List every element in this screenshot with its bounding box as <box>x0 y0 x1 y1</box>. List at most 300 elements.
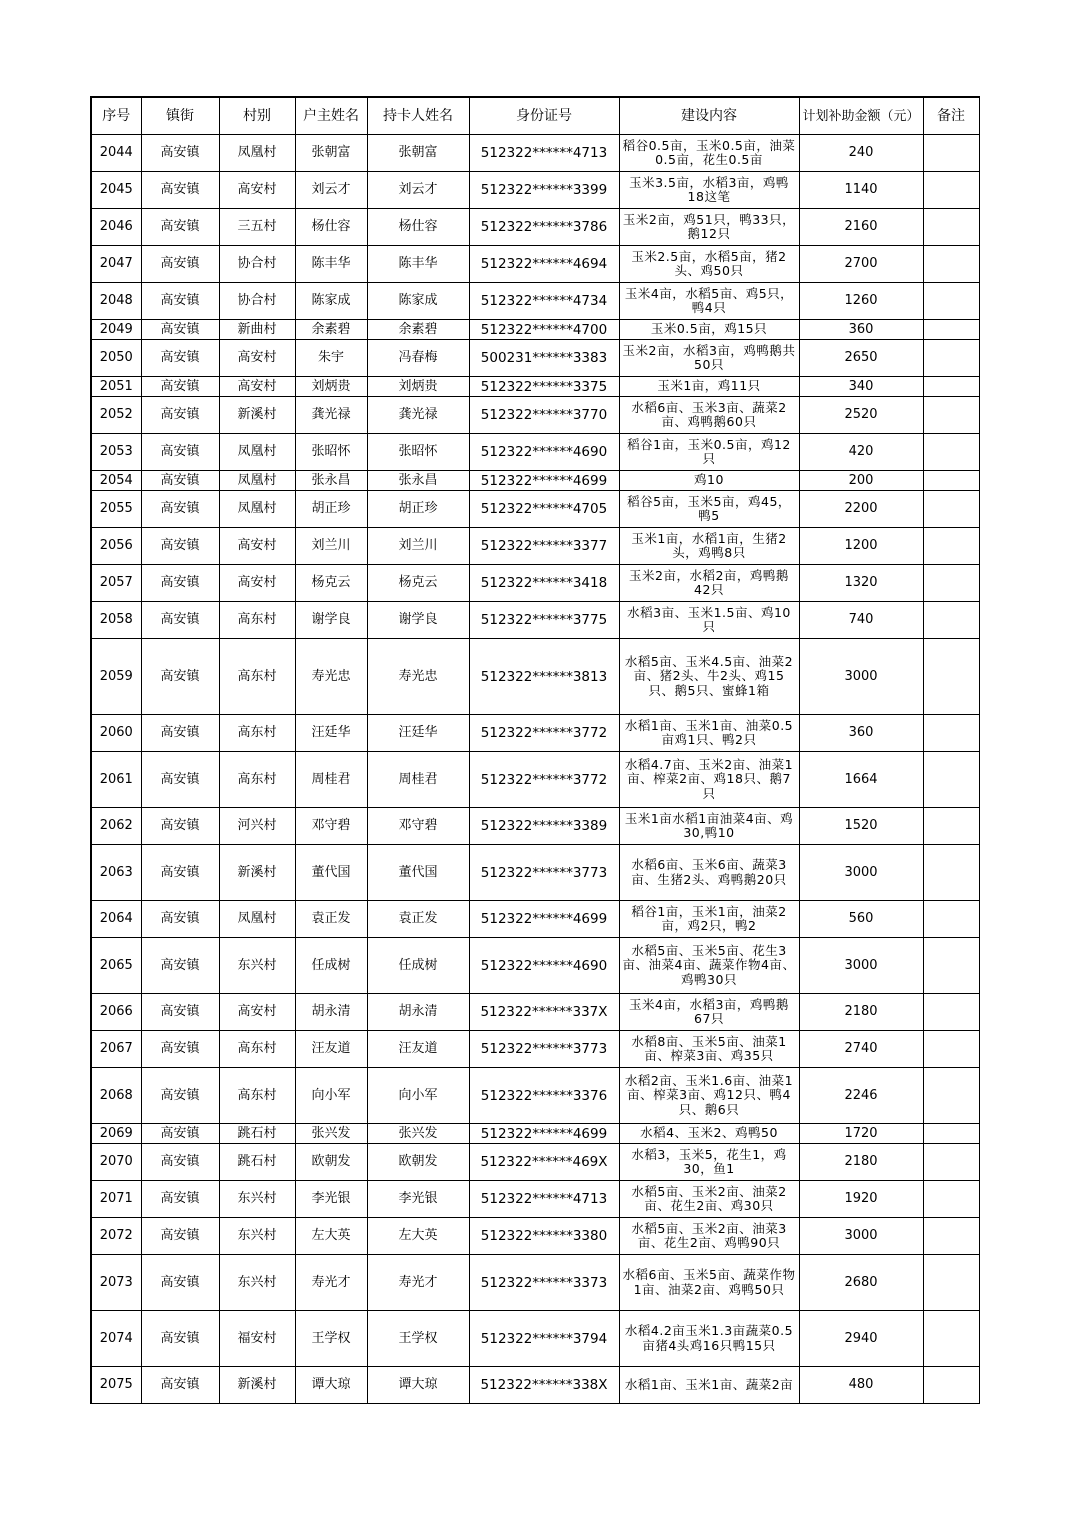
cell-amount: 1320 <box>799 565 923 602</box>
cell-head: 董代国 <box>295 845 367 901</box>
table-row <box>91 491 979 528</box>
cell-content: 玉米2.5亩，水稻5亩，猪2头、鸡50只 <box>619 246 799 283</box>
cell-amount: 2180 <box>799 994 923 1031</box>
cell-town: 高安镇 <box>141 172 219 209</box>
table-row <box>91 602 979 639</box>
cell-head: 寿光才 <box>295 1255 367 1311</box>
cell-holder: 杨克云 <box>367 565 469 602</box>
cell-content: 水稻8亩、玉米5亩、油菜1亩、榨菜3亩、鸡35只 <box>619 1031 799 1068</box>
cell-content: 鸡10 <box>619 471 799 491</box>
cell-village: 河兴村 <box>219 808 295 845</box>
cell-head: 邓守碧 <box>295 808 367 845</box>
cell-no: 2070 <box>91 1144 141 1181</box>
cell-head: 张昭怀 <box>295 434 367 471</box>
cell-no: 2044 <box>91 135 141 172</box>
cell-village: 高东村 <box>219 752 295 808</box>
cell-village: 高东村 <box>219 1031 295 1068</box>
cell-no: 2058 <box>91 602 141 639</box>
cell-no: 2057 <box>91 565 141 602</box>
cell-village: 凤凰村 <box>219 901 295 938</box>
cell-content: 水稻2亩、玉米1.6亩、油菜1亩、榨菜3亩、鸡12只、鸭4只、鹅6只 <box>619 1068 799 1124</box>
cell-town: 高安镇 <box>141 938 219 994</box>
cell-amount: 240 <box>799 135 923 172</box>
cell-amount: 2180 <box>799 1144 923 1181</box>
cell-holder: 余素碧 <box>367 320 469 340</box>
cell-town: 高安镇 <box>141 994 219 1031</box>
cell-village: 高东村 <box>219 639 295 715</box>
subsidy-table <box>90 96 980 1404</box>
header-row <box>91 97 979 135</box>
cell-village: 新曲村 <box>219 320 295 340</box>
cell-content: 水稻5亩、玉米2亩、油菜2亩、花生2亩、鸡30只 <box>619 1181 799 1218</box>
cell-village: 跳石村 <box>219 1124 295 1144</box>
cell-village: 东兴村 <box>219 1181 295 1218</box>
cell-village: 新溪村 <box>219 845 295 901</box>
table-row <box>91 565 979 602</box>
cell-head: 杨克云 <box>295 565 367 602</box>
cell-no: 2063 <box>91 845 141 901</box>
cell-head: 汪廷华 <box>295 715 367 752</box>
cell-amount: 2680 <box>799 1255 923 1311</box>
cell-note <box>923 320 979 340</box>
cell-no: 2047 <box>91 246 141 283</box>
cell-no: 2045 <box>91 172 141 209</box>
header-cell-content: 建设内容 <box>619 97 799 135</box>
table-row <box>91 1068 979 1124</box>
cell-head: 任成树 <box>295 938 367 994</box>
cell-id: 512322******3773 <box>469 1031 619 1068</box>
cell-note <box>923 471 979 491</box>
cell-no: 2071 <box>91 1181 141 1218</box>
cell-holder: 寿光才 <box>367 1255 469 1311</box>
cell-content: 水稻5亩、玉米2亩、油菜3亩、花生2亩、鸡鸭90只 <box>619 1218 799 1255</box>
cell-no: 2050 <box>91 340 141 377</box>
cell-no: 2052 <box>91 397 141 434</box>
cell-head: 陈家成 <box>295 283 367 320</box>
cell-no: 2073 <box>91 1255 141 1311</box>
cell-id: 512322******4690 <box>469 938 619 994</box>
cell-holder: 任成树 <box>367 938 469 994</box>
cell-holder: 张永昌 <box>367 471 469 491</box>
cell-amount: 2200 <box>799 491 923 528</box>
cell-town: 高安镇 <box>141 1144 219 1181</box>
cell-amount: 1720 <box>799 1124 923 1144</box>
cell-id: 512322******4713 <box>469 135 619 172</box>
cell-id: 512322******337X <box>469 994 619 1031</box>
cell-no: 2074 <box>91 1311 141 1367</box>
cell-note <box>923 283 979 320</box>
cell-holder: 王学权 <box>367 1311 469 1367</box>
cell-content: 玉米1亩，鸡11只 <box>619 377 799 397</box>
cell-note <box>923 397 979 434</box>
table-row <box>91 1181 979 1218</box>
cell-village: 凤凰村 <box>219 135 295 172</box>
cell-no: 2059 <box>91 639 141 715</box>
table-row <box>91 1311 979 1367</box>
cell-content: 玉米2亩，水稻2亩，鸡鸭鹅42只 <box>619 565 799 602</box>
cell-town: 高安镇 <box>141 135 219 172</box>
cell-id: 512322******4713 <box>469 1181 619 1218</box>
cell-note <box>923 434 979 471</box>
cell-town: 高安镇 <box>141 209 219 246</box>
cell-id: 512322******4705 <box>469 491 619 528</box>
cell-note <box>923 209 979 246</box>
cell-note <box>923 340 979 377</box>
cell-village: 高安村 <box>219 565 295 602</box>
cell-village: 新溪村 <box>219 1367 295 1404</box>
table-row <box>91 845 979 901</box>
header-cell-note: 备注 <box>923 97 979 135</box>
cell-id: 512322******4694 <box>469 246 619 283</box>
cell-amount: 3000 <box>799 938 923 994</box>
cell-amount: 3000 <box>799 1218 923 1255</box>
cell-id: 512322******4700 <box>469 320 619 340</box>
header-cell-id: 身份证号 <box>469 97 619 135</box>
cell-no: 2062 <box>91 808 141 845</box>
cell-holder: 汪廷华 <box>367 715 469 752</box>
cell-head: 张朝富 <box>295 135 367 172</box>
table-row <box>91 434 979 471</box>
table-row <box>91 377 979 397</box>
cell-head: 谭大琼 <box>295 1367 367 1404</box>
table-row <box>91 397 979 434</box>
cell-village: 东兴村 <box>219 1218 295 1255</box>
cell-village: 高安村 <box>219 377 295 397</box>
cell-id: 500231******3383 <box>469 340 619 377</box>
cell-note <box>923 528 979 565</box>
cell-no: 2055 <box>91 491 141 528</box>
cell-no: 2048 <box>91 283 141 320</box>
table-row <box>91 172 979 209</box>
table-row <box>91 135 979 172</box>
table-row <box>91 1124 979 1144</box>
cell-no: 2061 <box>91 752 141 808</box>
cell-town: 高安镇 <box>141 397 219 434</box>
cell-content: 玉米0.5亩，鸡15只 <box>619 320 799 340</box>
cell-note <box>923 1068 979 1124</box>
cell-town: 高安镇 <box>141 565 219 602</box>
cell-content: 玉米3.5亩，水稻3亩，鸡鸭18这笔 <box>619 172 799 209</box>
table-row <box>91 320 979 340</box>
cell-note <box>923 1255 979 1311</box>
cell-holder: 谭大琼 <box>367 1367 469 1404</box>
cell-content: 玉米4亩，水稻5亩、鸡5只，鸭4只 <box>619 283 799 320</box>
cell-amount: 1664 <box>799 752 923 808</box>
cell-village: 新溪村 <box>219 397 295 434</box>
cell-content: 玉米4亩，水稻3亩，鸡鸭鹅67只 <box>619 994 799 1031</box>
cell-town: 高安镇 <box>141 1255 219 1311</box>
cell-amount: 1200 <box>799 528 923 565</box>
cell-amount: 2246 <box>799 1068 923 1124</box>
cell-no: 2060 <box>91 715 141 752</box>
cell-id: 512322******469X <box>469 1144 619 1181</box>
table-row <box>91 1031 979 1068</box>
cell-content: 水稻3亩、玉米1.5亩、鸡10只 <box>619 602 799 639</box>
cell-content: 水稻4.2亩玉米1.3亩蔬菜0.5亩猪4头鸡16只鸭15只 <box>619 1311 799 1367</box>
cell-village: 高安村 <box>219 340 295 377</box>
cell-town: 高安镇 <box>141 808 219 845</box>
cell-town: 高安镇 <box>141 715 219 752</box>
cell-head: 汪友道 <box>295 1031 367 1068</box>
cell-holder: 龚光禄 <box>367 397 469 434</box>
cell-content: 水稻6亩、玉米3亩、蔬菜2亩、鸡鸭鹅60只 <box>619 397 799 434</box>
cell-head: 胡永清 <box>295 994 367 1031</box>
cell-holder: 张兴发 <box>367 1124 469 1144</box>
cell-amount: 200 <box>799 471 923 491</box>
cell-content: 稻谷0.5亩，玉米0.5亩，油菜0.5亩，花生0.5亩 <box>619 135 799 172</box>
cell-head: 陈丰华 <box>295 246 367 283</box>
cell-id: 512322******4734 <box>469 283 619 320</box>
cell-town: 高安镇 <box>141 377 219 397</box>
cell-head: 周桂君 <box>295 752 367 808</box>
cell-content: 水稻6亩、玉米6亩、蔬菜3亩、生猪2头、鸡鸭鹅20只 <box>619 845 799 901</box>
cell-no: 2056 <box>91 528 141 565</box>
cell-note <box>923 752 979 808</box>
table-row <box>91 1255 979 1311</box>
cell-note <box>923 377 979 397</box>
cell-head: 谢学良 <box>295 602 367 639</box>
cell-amount: 2700 <box>799 246 923 283</box>
cell-content: 水稻5亩、玉米5亩、花生3亩、油菜4亩、蔬菜作物4亩、鸡鸭30只 <box>619 938 799 994</box>
cell-id: 512322******3786 <box>469 209 619 246</box>
cell-note <box>923 172 979 209</box>
cell-town: 高安镇 <box>141 1031 219 1068</box>
cell-head: 欧朝发 <box>295 1144 367 1181</box>
cell-holder: 邓守碧 <box>367 808 469 845</box>
cell-no: 2051 <box>91 377 141 397</box>
cell-head: 胡正珍 <box>295 491 367 528</box>
cell-village: 凤凰村 <box>219 471 295 491</box>
cell-head: 余素碧 <box>295 320 367 340</box>
cell-note <box>923 135 979 172</box>
cell-holder: 张朝富 <box>367 135 469 172</box>
cell-head: 刘兰川 <box>295 528 367 565</box>
cell-head: 寿光忠 <box>295 639 367 715</box>
cell-holder: 汪友道 <box>367 1031 469 1068</box>
cell-holder: 胡永清 <box>367 994 469 1031</box>
cell-note <box>923 1031 979 1068</box>
cell-id: 512322******3813 <box>469 639 619 715</box>
header-cell-no: 序号 <box>91 97 141 135</box>
cell-holder: 刘兰川 <box>367 528 469 565</box>
cell-note <box>923 246 979 283</box>
cell-id: 512322******4699 <box>469 1124 619 1144</box>
cell-content: 玉米1亩水稻1亩油菜4亩、鸡30,鸭10 <box>619 808 799 845</box>
cell-content: 水稻4、玉米2、鸡鸭50 <box>619 1124 799 1144</box>
cell-no: 2049 <box>91 320 141 340</box>
cell-content: 稻谷5亩，玉米5亩，鸡45，鸭5 <box>619 491 799 528</box>
cell-note <box>923 1124 979 1144</box>
cell-content: 稻谷1亩，玉米1亩，油菜2亩，鸡2只，鸭2 <box>619 901 799 938</box>
cell-village: 凤凰村 <box>219 491 295 528</box>
cell-holder: 周桂君 <box>367 752 469 808</box>
cell-id: 512322******3772 <box>469 752 619 808</box>
cell-content: 水稻4.7亩、玉米2亩、油菜1亩、榨菜2亩、鸡18只、鹅7只 <box>619 752 799 808</box>
cell-content: 玉米2亩，鸡51只，鸭33只，鹅12只 <box>619 209 799 246</box>
cell-amount: 2520 <box>799 397 923 434</box>
cell-town: 高安镇 <box>141 1124 219 1144</box>
cell-no: 2075 <box>91 1367 141 1404</box>
cell-id: 512322******4699 <box>469 901 619 938</box>
cell-town: 高安镇 <box>141 434 219 471</box>
cell-note <box>923 491 979 528</box>
cell-village: 东兴村 <box>219 1255 295 1311</box>
cell-holder: 陈家成 <box>367 283 469 320</box>
cell-holder: 欧朝发 <box>367 1144 469 1181</box>
cell-head: 杨仕容 <box>295 209 367 246</box>
cell-id: 512322******3418 <box>469 565 619 602</box>
cell-holder: 李光银 <box>367 1181 469 1218</box>
cell-no: 2046 <box>91 209 141 246</box>
header-cell-holder: 持卡人姓名 <box>367 97 469 135</box>
cell-content: 水稻5亩、玉米4.5亩、油菜2亩、猪2头、牛2头、鸡15只、鹅5只、蜜蜂1箱 <box>619 639 799 715</box>
cell-head: 刘炳贵 <box>295 377 367 397</box>
table-row <box>91 340 979 377</box>
cell-village: 三五村 <box>219 209 295 246</box>
cell-village: 高安村 <box>219 994 295 1031</box>
cell-holder: 向小军 <box>367 1068 469 1124</box>
table-body <box>91 135 979 1404</box>
cell-no: 2064 <box>91 901 141 938</box>
cell-head: 张兴发 <box>295 1124 367 1144</box>
cell-town: 高安镇 <box>141 340 219 377</box>
cell-village: 东兴村 <box>219 938 295 994</box>
cell-town: 高安镇 <box>141 283 219 320</box>
cell-no: 2065 <box>91 938 141 994</box>
table-row <box>91 994 979 1031</box>
table-row <box>91 715 979 752</box>
cell-amount: 1920 <box>799 1181 923 1218</box>
cell-note <box>923 1311 979 1367</box>
cell-content: 玉米1亩，水稻1亩，生猪2头，鸡鸭8只 <box>619 528 799 565</box>
cell-head: 王学权 <box>295 1311 367 1367</box>
cell-no: 2069 <box>91 1124 141 1144</box>
cell-head: 龚光禄 <box>295 397 367 434</box>
table-row <box>91 808 979 845</box>
cell-village: 高安村 <box>219 528 295 565</box>
cell-town: 高安镇 <box>141 320 219 340</box>
cell-holder: 刘炳贵 <box>367 377 469 397</box>
cell-note <box>923 565 979 602</box>
cell-town: 高安镇 <box>141 639 219 715</box>
cell-amount: 560 <box>799 901 923 938</box>
cell-content: 水稻1亩、玉米1亩、蔬菜2亩 <box>619 1367 799 1404</box>
cell-village: 凤凰村 <box>219 434 295 471</box>
cell-town: 高安镇 <box>141 845 219 901</box>
cell-amount: 740 <box>799 602 923 639</box>
cell-note <box>923 845 979 901</box>
cell-note <box>923 639 979 715</box>
cell-no: 2054 <box>91 471 141 491</box>
table-row <box>91 246 979 283</box>
table-row <box>91 1144 979 1181</box>
cell-content: 水稻6亩、玉米5亩、蔬菜作物1亩、油菜2亩、鸡鸭50只 <box>619 1255 799 1311</box>
cell-note <box>923 938 979 994</box>
cell-holder: 陈丰华 <box>367 246 469 283</box>
cell-note <box>923 602 979 639</box>
cell-amount: 420 <box>799 434 923 471</box>
cell-holder: 董代国 <box>367 845 469 901</box>
cell-id: 512322******3389 <box>469 808 619 845</box>
cell-town: 高安镇 <box>141 1218 219 1255</box>
cell-town: 高安镇 <box>141 1068 219 1124</box>
cell-amount: 360 <box>799 715 923 752</box>
cell-amount: 3000 <box>799 845 923 901</box>
cell-note <box>923 808 979 845</box>
cell-village: 跳石村 <box>219 1144 295 1181</box>
cell-holder: 袁正发 <box>367 901 469 938</box>
cell-no: 2072 <box>91 1218 141 1255</box>
cell-amount: 2160 <box>799 209 923 246</box>
cell-amount: 480 <box>799 1367 923 1404</box>
cell-content: 玉米2亩，水稻3亩，鸡鸭鹅共50只 <box>619 340 799 377</box>
cell-head: 朱宇 <box>295 340 367 377</box>
header-cell-village: 村别 <box>219 97 295 135</box>
cell-village: 高东村 <box>219 602 295 639</box>
cell-no: 2053 <box>91 434 141 471</box>
cell-head: 李光银 <box>295 1181 367 1218</box>
table-row <box>91 901 979 938</box>
cell-village: 高安村 <box>219 172 295 209</box>
table-row <box>91 1218 979 1255</box>
cell-note <box>923 994 979 1031</box>
cell-content: 稻谷1亩，玉米0.5亩，鸡12只 <box>619 434 799 471</box>
cell-town: 高安镇 <box>141 752 219 808</box>
cell-note <box>923 1218 979 1255</box>
cell-amount: 340 <box>799 377 923 397</box>
cell-id: 512322******3773 <box>469 845 619 901</box>
header-cell-town: 镇街 <box>141 97 219 135</box>
cell-town: 高安镇 <box>141 1181 219 1218</box>
cell-town: 高安镇 <box>141 901 219 938</box>
cell-id: 512322******3399 <box>469 172 619 209</box>
cell-amount: 2740 <box>799 1031 923 1068</box>
cell-id: 512322******3377 <box>469 528 619 565</box>
cell-id: 512322******4690 <box>469 434 619 471</box>
cell-content: 水稻3，玉米5，花生1，鸡30，鱼1 <box>619 1144 799 1181</box>
cell-head: 袁正发 <box>295 901 367 938</box>
cell-holder: 张昭怀 <box>367 434 469 471</box>
table-row <box>91 283 979 320</box>
cell-town: 高安镇 <box>141 1311 219 1367</box>
cell-amount: 3000 <box>799 639 923 715</box>
cell-note <box>923 1181 979 1218</box>
cell-amount: 2650 <box>799 340 923 377</box>
cell-note <box>923 1144 979 1181</box>
cell-amount: 2940 <box>799 1311 923 1367</box>
cell-town: 高安镇 <box>141 602 219 639</box>
table-row <box>91 471 979 491</box>
cell-note <box>923 1367 979 1404</box>
cell-id: 512322******3772 <box>469 715 619 752</box>
cell-id: 512322******4699 <box>469 471 619 491</box>
cell-village: 福安村 <box>219 1311 295 1367</box>
cell-id: 512322******3376 <box>469 1068 619 1124</box>
cell-village: 协合村 <box>219 246 295 283</box>
cell-head: 张永昌 <box>295 471 367 491</box>
cell-holder: 胡正珍 <box>367 491 469 528</box>
cell-town: 高安镇 <box>141 471 219 491</box>
cell-head: 向小军 <box>295 1068 367 1124</box>
cell-town: 高安镇 <box>141 528 219 565</box>
cell-holder: 寿光忠 <box>367 639 469 715</box>
cell-amount: 1260 <box>799 283 923 320</box>
cell-note <box>923 901 979 938</box>
cell-id: 512322******3775 <box>469 602 619 639</box>
header-cell-head: 户主姓名 <box>295 97 367 135</box>
cell-id: 512322******3373 <box>469 1255 619 1311</box>
cell-town: 高安镇 <box>141 246 219 283</box>
